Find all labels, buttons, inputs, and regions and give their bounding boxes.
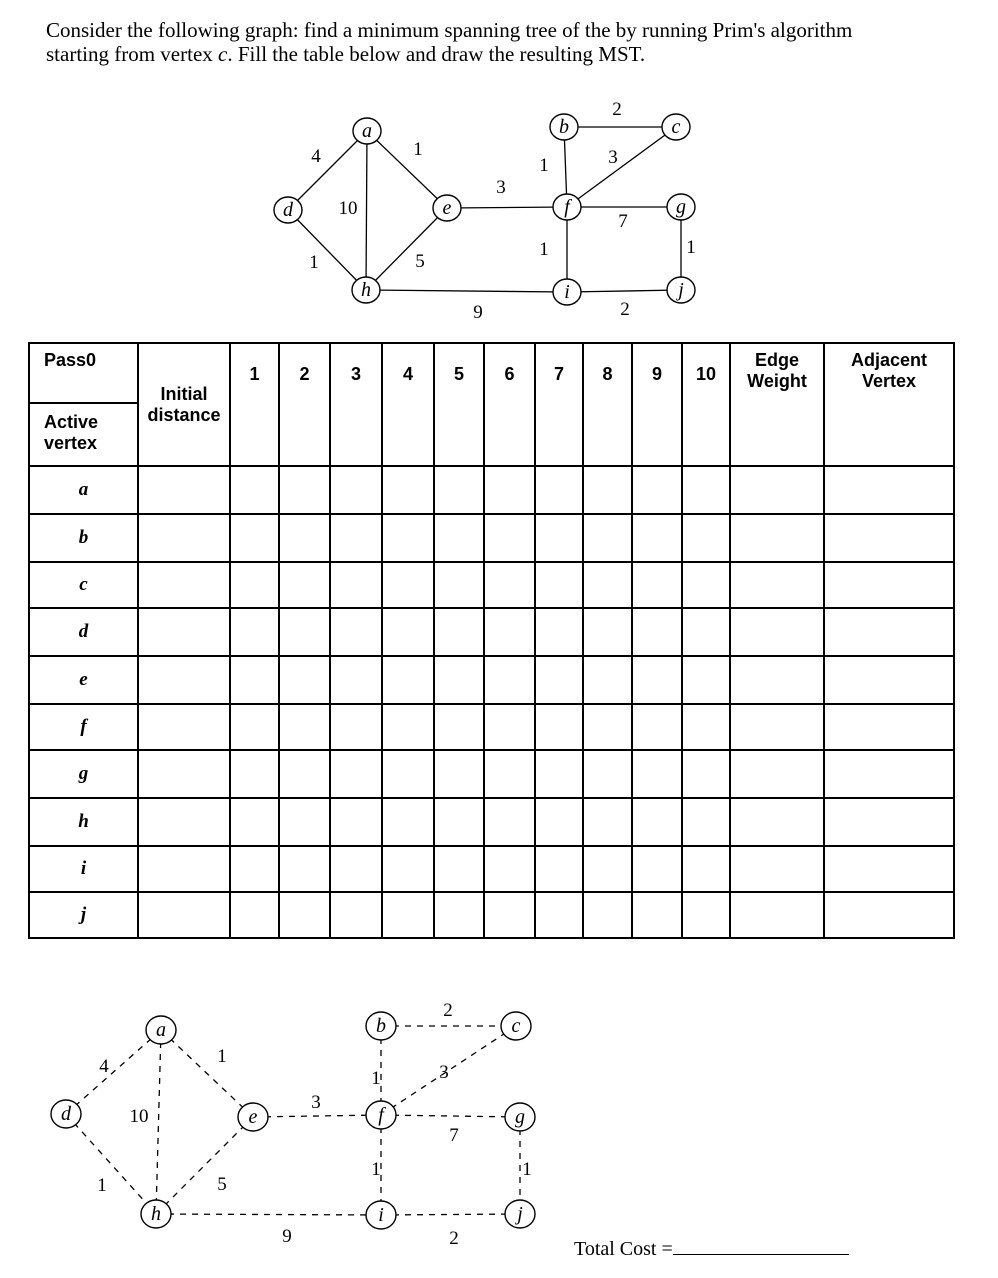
cell-h-5[interactable]: [434, 798, 484, 846]
cell-i-3[interactable]: [330, 846, 382, 892]
g2-vertex-label-b: b: [376, 1015, 386, 1037]
g1-weight-f-i: 1: [539, 239, 549, 260]
g1-vertex-label-b: b: [559, 116, 569, 138]
cell-f-4[interactable]: [382, 704, 434, 750]
cell-c-1[interactable]: [230, 562, 279, 608]
g1-vertex-label-j: j: [678, 279, 684, 301]
cell-e-5[interactable]: [434, 656, 484, 704]
cell-b-12[interactable]: [824, 514, 954, 562]
g2-weight-b-f: 1: [371, 1068, 381, 1089]
cell-h-8[interactable]: [583, 798, 632, 846]
row-label-d: d: [29, 608, 138, 656]
g1-vertex-label-a: a: [362, 120, 372, 142]
table-row: [29, 846, 954, 892]
g2-vertex-label-d: d: [61, 1103, 71, 1125]
cell-i-1[interactable]: [230, 846, 279, 892]
problem-line-2-pre: starting from vertex: [46, 42, 219, 66]
cell-c-8[interactable]: [583, 562, 632, 608]
g2-weight-h-i: 9: [282, 1226, 292, 1247]
g2-edge-i-j: [381, 1214, 520, 1215]
cell-c-5[interactable]: [434, 562, 484, 608]
g1-vertex-label-f: f: [564, 196, 570, 218]
cell-c-4[interactable]: [382, 562, 434, 608]
g2-weight-b-c: 2: [443, 1000, 453, 1021]
g2-weight-e-f: 3: [311, 1092, 321, 1113]
cell-d-3[interactable]: [330, 608, 382, 656]
cell-b-4[interactable]: [382, 514, 434, 562]
g1-vertex-label-c: c: [671, 116, 681, 138]
row-label-f: f: [29, 704, 138, 750]
cell-i-7[interactable]: [535, 846, 583, 892]
cell-e-1[interactable]: [230, 656, 279, 704]
row-label-j: j: [29, 892, 138, 938]
cell-c-7[interactable]: [535, 562, 583, 608]
cell-e-3[interactable]: [330, 656, 382, 704]
g1-weight-f-c: 3: [608, 147, 618, 168]
cell-b-5[interactable]: [434, 514, 484, 562]
g1-vertex-label-h: h: [361, 279, 371, 301]
cell-j-9[interactable]: [632, 892, 682, 938]
g1-weight-i-j: 2: [620, 299, 630, 320]
pass-header-8: 8: [583, 343, 632, 466]
cell-c-6[interactable]: [484, 562, 535, 608]
g2-edge-a-e: [161, 1030, 253, 1117]
cell-f-2[interactable]: [279, 704, 330, 750]
cell-a-0[interactable]: [138, 466, 230, 514]
g2-weight-d-h: 1: [97, 1175, 107, 1196]
cell-e-9[interactable]: [632, 656, 682, 704]
g2-weight-g-j: 1: [522, 1159, 532, 1180]
pass-header-2: 2: [279, 343, 330, 466]
cell-j-0[interactable]: [138, 892, 230, 938]
g2-edge-a-h: [156, 1030, 161, 1214]
g1-weight-h-e: 5: [415, 251, 425, 272]
table-row: [29, 466, 954, 514]
cell-f-11[interactable]: [730, 704, 824, 750]
row-label-b: b: [29, 514, 138, 562]
row-label-c: c: [29, 562, 138, 608]
g2-vertex-label-e: e: [248, 1106, 258, 1128]
cell-b-11[interactable]: [730, 514, 824, 562]
cell-f-5[interactable]: [434, 704, 484, 750]
cell-d-12[interactable]: [824, 608, 954, 656]
g1-weight-f-g: 7: [618, 211, 628, 232]
g1-weight-a-h: 10: [338, 198, 358, 219]
cell-c-9[interactable]: [632, 562, 682, 608]
g1-weight-b-f: 1: [539, 155, 549, 176]
pass-header-9: 9: [632, 343, 682, 466]
pass-header-5: 5: [434, 343, 484, 466]
cell-h-3[interactable]: [330, 798, 382, 846]
g2-vertex-label-i: i: [378, 1204, 384, 1226]
edge-weight-header: Edge Weight: [730, 343, 824, 466]
cell-i-9[interactable]: [632, 846, 682, 892]
pass-header-6: 6: [484, 343, 535, 466]
cell-d-6[interactable]: [484, 608, 535, 656]
cell-h-12[interactable]: [824, 798, 954, 846]
g1-weight-g-j: 1: [686, 237, 696, 258]
g2-edge-f-g: [381, 1115, 520, 1117]
cell-h-9[interactable]: [632, 798, 682, 846]
g2-weight-d-a: 4: [99, 1056, 109, 1077]
cell-a-3[interactable]: [330, 466, 382, 514]
cell-i-5[interactable]: [434, 846, 484, 892]
cell-h-2[interactable]: [279, 798, 330, 846]
pass-header-3: 3: [330, 343, 382, 466]
cell-h-4[interactable]: [382, 798, 434, 846]
cell-b-9[interactable]: [632, 514, 682, 562]
pass0-header: Pass0: [29, 343, 138, 403]
cell-h-7[interactable]: [535, 798, 583, 846]
g2-edge-h-i: [156, 1214, 381, 1215]
cell-j-5[interactable]: [434, 892, 484, 938]
cell-i-2[interactable]: [279, 846, 330, 892]
cell-f-3[interactable]: [330, 704, 382, 750]
cell-b-8[interactable]: [583, 514, 632, 562]
table-row: [29, 750, 954, 798]
g2-vertex-label-a: a: [156, 1019, 166, 1041]
cell-i-10[interactable]: [682, 846, 730, 892]
g2-vertex-label-j: j: [517, 1203, 523, 1225]
table-header-row: [29, 343, 954, 403]
prim-table: [28, 342, 955, 939]
table-row: [29, 704, 954, 750]
g1-weight-b-c: 2: [612, 99, 622, 120]
cell-e-12[interactable]: [824, 656, 954, 704]
cell-g-1[interactable]: [230, 750, 279, 798]
cell-j-10[interactable]: [682, 892, 730, 938]
cell-a-10[interactable]: [682, 466, 730, 514]
cell-a-4[interactable]: [382, 466, 434, 514]
cell-h-10[interactable]: [682, 798, 730, 846]
cell-f-10[interactable]: [682, 704, 730, 750]
cell-d-1[interactable]: [230, 608, 279, 656]
table-row: [29, 892, 954, 938]
g1-weight-e-f: 3: [496, 177, 506, 198]
pass-header-4: 4: [382, 343, 434, 466]
cell-a-2[interactable]: [279, 466, 330, 514]
cell-d-4[interactable]: [382, 608, 434, 656]
cell-h-1[interactable]: [230, 798, 279, 846]
cell-a-12[interactable]: [824, 466, 954, 514]
cell-g-12[interactable]: [824, 750, 954, 798]
g2-vertex-label-c: c: [511, 1015, 521, 1037]
cell-g-10[interactable]: [682, 750, 730, 798]
cell-f-1[interactable]: [230, 704, 279, 750]
cell-g-2[interactable]: [279, 750, 330, 798]
cell-d-11[interactable]: [730, 608, 824, 656]
row-label-i: i: [29, 846, 138, 892]
g2-weight-a-h: 10: [129, 1106, 149, 1127]
start-vertex: c: [218, 42, 228, 66]
cell-i-4[interactable]: [382, 846, 434, 892]
cell-i-11[interactable]: [730, 846, 824, 892]
cell-i-8[interactable]: [583, 846, 632, 892]
g2-weight-f-c: 3: [439, 1062, 449, 1083]
g2-weight-i-j: 2: [449, 1228, 459, 1249]
pass-header-10: 10: [682, 343, 730, 466]
cell-f-9[interactable]: [632, 704, 682, 750]
g2-edge-d-h: [66, 1114, 156, 1214]
g1-weight-a-e: 1: [413, 139, 423, 160]
cell-b-0[interactable]: [138, 514, 230, 562]
table-row: [29, 514, 954, 562]
g2-weight-f-g: 7: [449, 1125, 459, 1146]
cell-j-2[interactable]: [279, 892, 330, 938]
g1-weight-h-i: 9: [473, 302, 483, 323]
g1-weight-d-h: 1: [309, 252, 319, 273]
problem-line-2-post: . Fill the table below and draw the resulting MST.: [227, 42, 646, 66]
table-row: [29, 798, 954, 846]
g2-vertex-label-g: g: [515, 1106, 525, 1128]
cell-j-12[interactable]: [824, 892, 954, 938]
cell-f-7[interactable]: [535, 704, 583, 750]
cell-c-0[interactable]: [138, 562, 230, 608]
cell-i-0[interactable]: [138, 846, 230, 892]
cell-g-7[interactable]: [535, 750, 583, 798]
cell-h-6[interactable]: [484, 798, 535, 846]
cell-f-8[interactable]: [583, 704, 632, 750]
cell-j-8[interactable]: [583, 892, 632, 938]
cell-f-12[interactable]: [824, 704, 954, 750]
row-label-g: g: [29, 750, 138, 798]
g1-vertex-label-g: g: [676, 196, 686, 218]
cell-d-0[interactable]: [138, 608, 230, 656]
g2-edge-h-e: [156, 1117, 253, 1214]
g1-vertex-label-i: i: [564, 281, 570, 303]
cell-b-2[interactable]: [279, 514, 330, 562]
g1-weight-d-a: 4: [311, 146, 321, 167]
cell-c-10[interactable]: [682, 562, 730, 608]
cell-g-4[interactable]: [382, 750, 434, 798]
cell-a-8[interactable]: [583, 466, 632, 514]
cell-a-7[interactable]: [535, 466, 583, 514]
initial-distance-header: Initial distance: [138, 343, 230, 466]
cell-a-9[interactable]: [632, 466, 682, 514]
cell-c-11[interactable]: [730, 562, 824, 608]
row-label-a: a: [29, 466, 138, 514]
total-cost-blank[interactable]: [673, 1236, 849, 1255]
cell-g-3[interactable]: [330, 750, 382, 798]
cell-d-5[interactable]: [434, 608, 484, 656]
cell-a-11[interactable]: [730, 466, 824, 514]
cell-g-8[interactable]: [583, 750, 632, 798]
cell-f-0[interactable]: [138, 704, 230, 750]
pass-header-7: 7: [535, 343, 583, 466]
row-label-h: h: [29, 798, 138, 846]
cell-e-10[interactable]: [682, 656, 730, 704]
active-vertex-header: Active vertex: [29, 403, 138, 466]
g2-weight-f-i: 1: [371, 1159, 381, 1180]
cell-g-9[interactable]: [632, 750, 682, 798]
cell-a-5[interactable]: [434, 466, 484, 514]
table-row: [29, 562, 954, 608]
total-cost-label: Total Cost =: [574, 1238, 673, 1260]
cell-g-5[interactable]: [434, 750, 484, 798]
cell-b-10[interactable]: [682, 514, 730, 562]
cell-j-7[interactable]: [535, 892, 583, 938]
adjacent-vertex-header: Adjacent Vertex: [824, 343, 954, 466]
cell-j-1[interactable]: [230, 892, 279, 938]
row-label-e: e: [29, 656, 138, 704]
cell-d-8[interactable]: [583, 608, 632, 656]
cell-e-6[interactable]: [484, 656, 535, 704]
cell-g-6[interactable]: [484, 750, 535, 798]
pass-header-1: 1: [230, 343, 279, 466]
cell-a-1[interactable]: [230, 466, 279, 514]
g2-vertex-label-f: f: [378, 1104, 384, 1126]
g1-vertex-label-e: e: [442, 197, 452, 219]
cell-e-4[interactable]: [382, 656, 434, 704]
cell-i-12[interactable]: [824, 846, 954, 892]
cell-g-11[interactable]: [730, 750, 824, 798]
cell-b-3[interactable]: [330, 514, 382, 562]
cell-e-2[interactable]: [279, 656, 330, 704]
cell-f-6[interactable]: [484, 704, 535, 750]
cell-h-0[interactable]: [138, 798, 230, 846]
cell-h-11[interactable]: [730, 798, 824, 846]
cell-c-3[interactable]: [330, 562, 382, 608]
problem-line-1: Consider the following graph: find a minimum spanning tree of the by running Prim's algorithm: [46, 18, 853, 42]
cell-j-4[interactable]: [382, 892, 434, 938]
cell-d-2[interactable]: [279, 608, 330, 656]
cell-j-11[interactable]: [730, 892, 824, 938]
table-row: [29, 608, 954, 656]
g2-weight-a-e: 1: [217, 1046, 227, 1067]
total-cost: [574, 1236, 849, 1261]
g2-edge-d-a: [66, 1030, 161, 1114]
cell-d-7[interactable]: [535, 608, 583, 656]
cell-e-0[interactable]: [138, 656, 230, 704]
g2-vertex-label-h: h: [151, 1203, 161, 1225]
cell-b-1[interactable]: [230, 514, 279, 562]
cell-g-0[interactable]: [138, 750, 230, 798]
g1-vertex-label-d: d: [283, 199, 293, 221]
g2-weight-h-e: 5: [217, 1174, 227, 1195]
g2-edge-e-f: [253, 1115, 381, 1117]
cell-i-6[interactable]: [484, 846, 535, 892]
cell-b-6[interactable]: [484, 514, 535, 562]
cell-j-6[interactable]: [484, 892, 535, 938]
cell-e-11[interactable]: [730, 656, 824, 704]
cell-e-7[interactable]: [535, 656, 583, 704]
cell-c-2[interactable]: [279, 562, 330, 608]
table-row: [29, 656, 954, 704]
cell-d-10[interactable]: [682, 608, 730, 656]
cell-e-8[interactable]: [583, 656, 632, 704]
cell-j-3[interactable]: [330, 892, 382, 938]
cell-c-12[interactable]: [824, 562, 954, 608]
cell-a-6[interactable]: [484, 466, 535, 514]
cell-b-7[interactable]: [535, 514, 583, 562]
cell-d-9[interactable]: [632, 608, 682, 656]
